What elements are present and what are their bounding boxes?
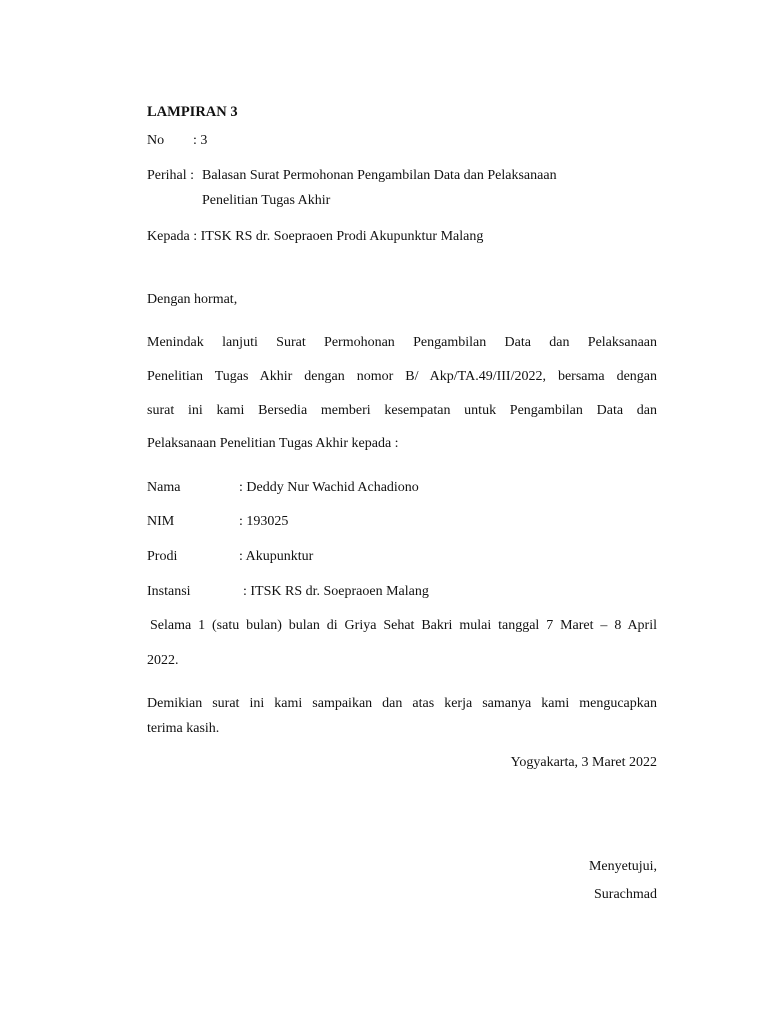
field-value-nama: : Deddy Nur Wachid Achadiono — [239, 480, 419, 495]
body-line: surat ini kami Bersedia memberi kesempatan untuk Pengambilan Data dan — [147, 403, 657, 418]
closing-line-2: terima kasih. — [147, 721, 220, 736]
no-label: No — [147, 133, 165, 148]
field-value-instansi: : ITSK RS dr. Soepraoen Malang — [243, 584, 429, 599]
signatory-name: Surachmad — [594, 887, 657, 902]
field-value-nim: : 193025 — [239, 514, 289, 529]
field-label-nama: Nama — [147, 480, 181, 495]
letter-title: LAMPIRAN 3 — [147, 104, 238, 120]
body-line: Menindak lanjuti Surat Permohonan Pengambilan Data dan Pelaksanaan — [147, 335, 657, 350]
place-date: Yogyakarta, 3 Maret 2022 — [510, 755, 657, 770]
closing-line-1: Demikian surat ini kami sampaikan dan atas kerja samanya kami mengucapkan — [147, 696, 657, 711]
period-line-2: 2022. — [147, 653, 179, 668]
field-label-nim: NIM — [147, 514, 175, 529]
field-label-prodi: Prodi — [147, 549, 178, 564]
perihal-line-1: Balasan Surat Permohonan Pengambilan Data dan Pelaksanaan — [202, 168, 557, 183]
field-value-prodi: : Akupunktur — [239, 549, 314, 564]
field-label-instansi: Instansi — [147, 584, 191, 599]
body-line: Pelaksanaan Penelitian Tugas Akhir kepada : — [147, 436, 399, 451]
period-line-1: Selama 1 (satu bulan) bulan di Griya Sehat Bakri mulai tanggal 7 Maret – 8 April — [150, 618, 657, 633]
perihal-line-2: Penelitian Tugas Akhir — [202, 193, 331, 208]
kepada-line: Kepada : ITSK RS dr. Soepraoen Prodi Akupunktur Malang — [147, 229, 484, 244]
perihal-label: Perihal : — [147, 168, 195, 183]
approval-label: Menyetujui, — [588, 859, 657, 874]
greeting: Dengan hormat, — [147, 292, 238, 307]
body-line: Penelitian Tugas Akhir dengan nomor B/ Akp/TA.49/III/2022, bersama dengan — [147, 369, 657, 384]
no-value: : 3 — [193, 133, 208, 148]
